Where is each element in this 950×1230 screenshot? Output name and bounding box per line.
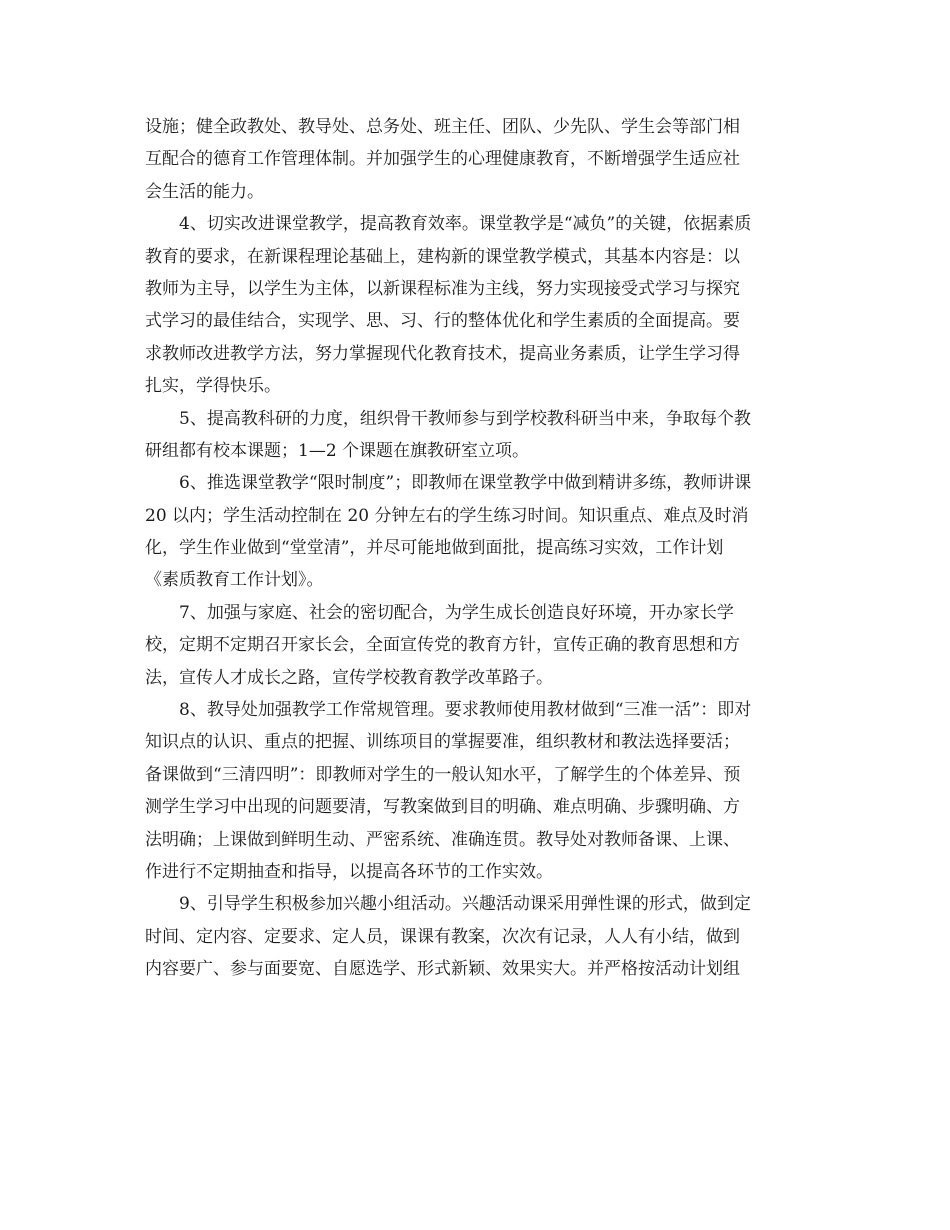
text-line: 《素质教育工作计划》。 (145, 570, 324, 591)
text-line: 8、教导处加强教学工作常规管理。要求教师使用教材做到“三准一活”：即对 (179, 700, 752, 721)
text-line: 设施；健全政教处、教导处、总务处、班主任、团队、少先队、学生会等部门相 (145, 117, 740, 137)
text-line: 9、引导学生积极参加兴趣小组活动。兴趣活动课采用弹性课的形式，做到定 (179, 894, 751, 915)
text-line: 4、切实改进课堂教学，提高教育效率。课堂教学是“减负”的关键，依据素质 (179, 214, 752, 235)
text-line: 教育的要求，在新课程理论基础上，建构新的课堂教学模式，其基本内容是：以 (145, 246, 740, 267)
text-line: 6、推选课堂教学“限时制度”；即教师在课堂教学中做到精讲多练，教师讲课 (179, 473, 752, 494)
text-line: 互配合的德育工作管理体制。并加强学生的心理健康教育，不断增强学生适应社 (145, 149, 740, 170)
text-line: 扎实，学得快乐。 (145, 376, 281, 397)
paragraph-item-5 (145, 403, 810, 468)
text-line: 会生活的能力。 (145, 181, 264, 202)
text-line: 20 以内；学生活动控制在 20 分钟左右的学生练习时间。知识重点、难点及时消 (145, 505, 749, 526)
paragraph-item-7 (145, 597, 810, 694)
text-line: 式学习的最佳结合，实现学、思、习、行的整体优化和学生素质的全面提高。要 (145, 311, 740, 332)
text-line: 作进行不定期抽查和指导，以提高各环节的工作实效。 (145, 861, 553, 882)
text-line: 化，学生作业做到“堂堂清”，并尽可能地做到面批，提高练习实效，工作计划 (145, 538, 724, 559)
paragraph-continuation-moral-education (145, 111, 810, 208)
text-line: 法明确；上课做到鲜明生动、严密系统、准确连贯。教导处对教师备课、上课、 (145, 829, 740, 850)
text-line: 5、提高教科研的力度，组织骨干教师参与到学校教科研当中来，争取每个教 (179, 408, 751, 429)
text-line: 法，宣传人才成长之路，宣传学校教育教学改革路子。 (145, 667, 553, 688)
text-line: 研组都有校本课题；1—2 个课题在旗教研室立项。 (145, 440, 530, 461)
paragraph-item-4 (145, 208, 810, 402)
text-line: 求教师改进教学方法，努力掌握现代化教育技术，提高业务素质，让学生学习得 (145, 343, 740, 364)
text-line: 教师为主导，以学生为主体，以新课程标准为主线，努力实现接受式学习与探究 (145, 278, 740, 299)
paragraph-item-9 (145, 888, 810, 985)
paragraph-item-6 (145, 467, 810, 597)
text-line: 内容要广、参与面要宽、自愿选学、形式新颖、效果实大。并严格按活动计划组 (145, 959, 740, 980)
text-line: 知识点的认识、重点的把握、训练项目的掌握要准，组织教材和教法选择要活； (145, 732, 740, 753)
document-body (145, 111, 810, 986)
text-line: 7、加强与家庭、社会的密切配合，为学生成长创造良好环境，开办家长学 (179, 602, 734, 623)
text-line: 测学生学习中出现的问题要清，写教案做到目的明确、难点明确、步骤明确、方 (145, 797, 740, 818)
text-line: 校，定期不定期召开家长会，全面宣传党的教育方针，宣传正确的教育思想和方 (145, 635, 740, 656)
text-line: 时间、定内容、定要求、定人员，课课有教案，次次有记录，人人有小结，做到 (145, 926, 740, 947)
text-line: 备课做到“三清四明”：即教师对学生的一般认知水平，了解学生的个体差异、预 (145, 764, 741, 785)
paragraph-item-8 (145, 694, 810, 888)
